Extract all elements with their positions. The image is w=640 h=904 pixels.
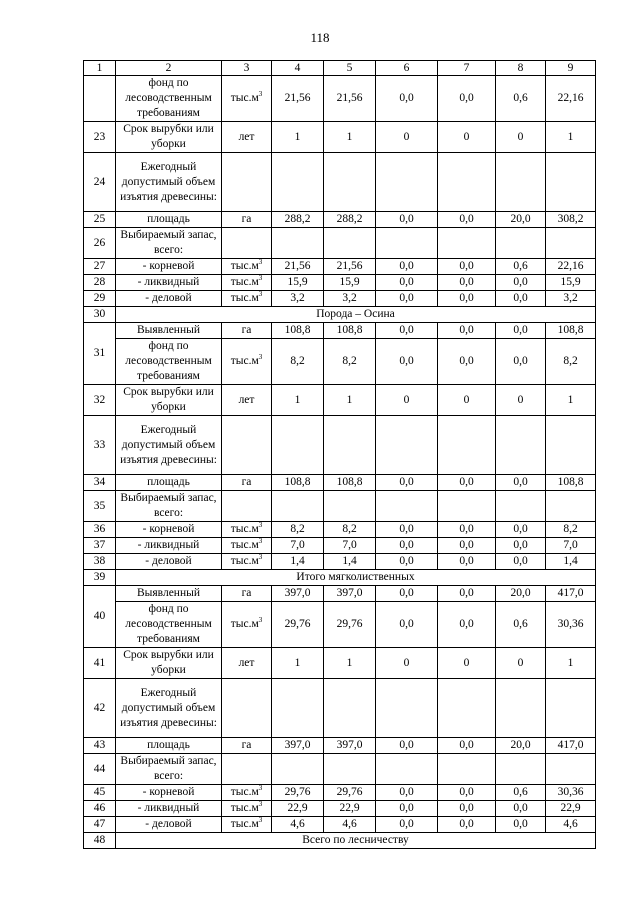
value-cell: 1 [272,648,324,679]
value-cell: 288,2 [272,212,324,228]
value-cell: 15,9 [546,275,596,291]
value-cell: 0,0 [496,801,546,817]
row-number-cell: 38 [84,554,116,570]
indicator-label-cell: Выбираемый запас, всего: [116,228,222,259]
row-number-cell: 31 [84,323,116,385]
page-number: 118 [310,30,330,45]
value-cell [496,228,546,259]
value-cell [546,679,596,738]
table-row [84,648,596,679]
value-cell: 22,9 [324,801,376,817]
value-cell [438,416,496,475]
value-cell: 0 [496,648,546,679]
value-cell: 0,0 [438,602,496,648]
unit-cell: га [222,586,272,602]
table-row [84,122,596,153]
unit-cell [222,228,272,259]
value-cell: 4,6 [546,817,596,833]
unit-cell: лет [222,385,272,416]
row-number-cell: 36 [84,522,116,538]
row-number-cell: 33 [84,416,116,475]
value-cell: 0,0 [376,586,438,602]
value-cell [376,416,438,475]
value-cell: 0,0 [438,817,496,833]
table-row [84,291,596,307]
row-number-cell: 46 [84,801,116,817]
value-cell: 0,0 [496,323,546,339]
value-cell [272,153,324,212]
row-number-cell: 25 [84,212,116,228]
row-number-cell: 29 [84,291,116,307]
value-cell: 0,0 [376,275,438,291]
section-title-cell: Порода – Осина [116,307,596,323]
row-number-cell: 45 [84,785,116,801]
value-cell [272,679,324,738]
value-cell: 4,6 [272,817,324,833]
value-cell: 0,0 [376,554,438,570]
column-number-cell: 8 [496,61,546,76]
unit-cell: $тыс.м^3$ [222,554,272,570]
row-number-cell: 37 [84,538,116,554]
value-cell: 0,0 [496,275,546,291]
value-cell: 20,0 [496,586,546,602]
value-cell [324,153,376,212]
value-cell: 0,6 [496,602,546,648]
unit-superscript: 3 [258,816,263,825]
row-number-cell: 48 [84,833,116,849]
value-cell: 8,2 [546,522,596,538]
unit-cell: $тыс.м^3$ [222,538,272,554]
indicator-label-cell: - корневой [116,259,222,275]
value-cell [376,228,438,259]
unit-cell [222,416,272,475]
value-cell: 8,2 [272,339,324,385]
indicator-label-cell: площадь [116,212,222,228]
value-cell: 0,0 [438,738,496,754]
value-cell: 0,0 [438,339,496,385]
indicator-label-cell: - корневой [116,785,222,801]
unit-cell: $тыс.м^3$ [222,291,272,307]
value-cell: 0,0 [496,817,546,833]
value-cell: 20,0 [496,738,546,754]
value-cell [376,153,438,212]
value-cell: 0,0 [438,323,496,339]
table-row [84,323,596,339]
table-row [84,817,596,833]
value-cell: 22,9 [546,801,596,817]
value-cell: 0,0 [496,554,546,570]
row-number-cell: 23 [84,122,116,153]
table-row [84,754,596,785]
value-cell [324,491,376,522]
value-cell [376,754,438,785]
indicator-label-cell: - деловой [116,554,222,570]
unit-superscript: 3 [258,616,263,625]
value-cell: 0,6 [496,259,546,275]
table-row [84,522,596,538]
value-cell [546,153,596,212]
unit-superscript: 3 [258,353,263,362]
value-cell: 108,8 [272,475,324,491]
value-cell: 1 [324,648,376,679]
unit-cell [222,153,272,212]
unit-cell: $тыс.м^3$ [222,602,272,648]
value-cell: 0,0 [376,339,438,385]
value-cell: 29,76 [324,785,376,801]
row-number-cell: 35 [84,491,116,522]
section-title-cell: Итого мягколиственных [116,570,596,586]
value-cell: 0,0 [438,538,496,554]
value-cell [376,679,438,738]
indicator-label-cell: площадь [116,738,222,754]
row-number-cell: 39 [84,570,116,586]
value-cell [376,491,438,522]
value-cell [496,679,546,738]
column-number-cell: 5 [324,61,376,76]
value-cell: 0,0 [376,259,438,275]
value-cell: 0,0 [376,801,438,817]
value-cell: 288,2 [324,212,376,228]
value-cell: 0,6 [496,785,546,801]
row-number-cell: 43 [84,738,116,754]
value-cell: 0,0 [438,259,496,275]
value-cell [272,491,324,522]
indicator-label-cell: фонд по лесоводственным требованиям [116,602,222,648]
value-cell [272,416,324,475]
unit-cell: $тыс.м^3$ [222,259,272,275]
table-row [84,586,596,602]
value-cell: 15,9 [272,275,324,291]
indicator-label-cell: Срок вырубки или уборки [116,385,222,416]
row-number-cell: 40 [84,586,116,648]
indicator-label-cell: - деловой [116,817,222,833]
table-row [84,475,596,491]
indicator-label-cell: Срок вырубки или уборки [116,648,222,679]
column-number-cell: 9 [546,61,596,76]
value-cell [496,153,546,212]
indicator-label-cell: Выявленный [116,586,222,602]
value-cell: 0,0 [438,275,496,291]
value-cell: 3,2 [272,291,324,307]
value-cell: 0 [496,385,546,416]
value-cell: 0,0 [496,538,546,554]
value-cell [546,491,596,522]
value-cell: 417,0 [546,586,596,602]
value-cell: 0,0 [438,554,496,570]
value-cell: 0 [496,122,546,153]
column-number-cell: 3 [222,61,272,76]
value-cell: 29,76 [324,602,376,648]
indicator-label-cell: Срок вырубки или уборки [116,122,222,153]
row-number-cell: 30 [84,307,116,323]
section-row [84,833,596,849]
value-cell: 108,8 [546,323,596,339]
column-number-cell: 7 [438,61,496,76]
unit-superscript: 3 [258,290,263,299]
value-cell: 22,9 [272,801,324,817]
value-cell: 0,0 [438,586,496,602]
value-cell [438,228,496,259]
indicator-label-cell: Ежегодный допустимый объем изъятия древесины: [116,416,222,475]
unit-cell: $тыс.м^3$ [222,339,272,385]
value-cell: 1,4 [546,554,596,570]
row-number-cell: 26 [84,228,116,259]
value-cell [324,228,376,259]
value-cell: 15,9 [324,275,376,291]
value-cell: 1 [324,385,376,416]
value-cell: 21,56 [324,259,376,275]
value-cell: 0,0 [376,291,438,307]
indicator-label-cell: - ликвидный [116,275,222,291]
unit-cell: лет [222,648,272,679]
value-cell: 0 [376,122,438,153]
table-row [84,153,596,212]
table-row [84,491,596,522]
row-number-cell: 42 [84,679,116,738]
unit-superscript: 3 [258,258,263,267]
value-cell: 0 [376,648,438,679]
value-cell: 0,0 [496,291,546,307]
value-cell: 29,76 [272,602,324,648]
value-cell: 22,16 [546,259,596,275]
value-cell: 0 [376,385,438,416]
value-cell: 0,0 [438,785,496,801]
section-row [84,570,596,586]
unit-cell: га [222,475,272,491]
value-cell: 0,6 [496,76,546,122]
value-cell: 1,4 [324,554,376,570]
indicator-label-cell: фонд по лесоводственным требованиям [116,76,222,122]
table-row [84,416,596,475]
value-cell [496,754,546,785]
value-cell: 0,0 [438,801,496,817]
table-row [84,259,596,275]
value-cell: 108,8 [324,323,376,339]
value-cell: 0,0 [496,475,546,491]
unit-cell: га [222,212,272,228]
unit-superscript: 3 [258,800,263,809]
value-cell: 0,0 [376,538,438,554]
value-cell: 0,0 [496,522,546,538]
unit-cell: $тыс.м^3$ [222,817,272,833]
value-cell: 0,0 [376,602,438,648]
value-cell: 30,36 [546,785,596,801]
value-cell: 1 [546,122,596,153]
value-cell: 1 [324,122,376,153]
indicator-label-cell: - деловой [116,291,222,307]
value-cell [546,228,596,259]
value-cell: 30,36 [546,602,596,648]
table-row [84,538,596,554]
value-cell: 0,0 [438,291,496,307]
value-cell: 0 [438,385,496,416]
row-number-cell: 47 [84,817,116,833]
value-cell: 0,0 [496,339,546,385]
row-number-cell: 27 [84,259,116,275]
unit-cell: $тыс.м^3$ [222,76,272,122]
table-body [84,61,596,849]
indicator-label-cell: Ежегодный допустимый объем изъятия древесины: [116,679,222,738]
value-cell: 3,2 [324,291,376,307]
value-cell: 108,8 [324,475,376,491]
row-number-cell: 34 [84,475,116,491]
value-cell: 397,0 [272,738,324,754]
value-cell: 0,0 [438,475,496,491]
table-row [84,554,596,570]
value-cell [496,491,546,522]
value-cell [496,416,546,475]
indicator-label-cell: Ежегодный допустимый объем изъятия древесины: [116,153,222,212]
section-title-cell: Всего по лесничеству [116,833,596,849]
value-cell [546,754,596,785]
value-cell [272,754,324,785]
column-number-cell: 2 [116,61,222,76]
value-cell: 397,0 [324,586,376,602]
value-cell: 4,6 [324,817,376,833]
table-row [84,679,596,738]
value-cell: 0,0 [376,817,438,833]
value-cell: 0,0 [376,738,438,754]
value-cell: 1,4 [272,554,324,570]
value-cell [324,679,376,738]
row-number-cell: 24 [84,153,116,212]
value-cell [438,679,496,738]
unit-cell: $тыс.м^3$ [222,785,272,801]
column-number-cell: 4 [272,61,324,76]
unit-superscript: 3 [258,553,263,562]
value-cell: 0,0 [376,212,438,228]
value-cell [324,416,376,475]
value-cell: 22,16 [546,76,596,122]
unit-cell: $тыс.м^3$ [222,801,272,817]
value-cell: 1 [546,648,596,679]
value-cell: 0,0 [376,475,438,491]
table-row [84,212,596,228]
value-cell: 21,56 [272,259,324,275]
value-cell: 21,56 [272,76,324,122]
value-cell: 7,0 [272,538,324,554]
indicator-label-cell: - ликвидный [116,801,222,817]
forest-fund-table [83,60,596,849]
indicator-label-cell: - корневой [116,522,222,538]
unit-cell [222,679,272,738]
value-cell: 0,0 [376,323,438,339]
value-cell: 0,0 [376,785,438,801]
unit-superscript: 3 [258,521,263,530]
table-row [84,385,596,416]
value-cell: 7,0 [324,538,376,554]
value-cell [438,754,496,785]
value-cell: 0 [438,648,496,679]
indicator-label-cell: - ликвидный [116,538,222,554]
value-cell: 29,76 [272,785,324,801]
row-number-cell [84,76,116,122]
value-cell: 417,0 [546,738,596,754]
value-cell: 3,2 [546,291,596,307]
value-cell: 1 [546,385,596,416]
value-cell: 7,0 [546,538,596,554]
unit-cell [222,754,272,785]
value-cell: 0,0 [438,212,496,228]
table-row [84,801,596,817]
value-cell: 0,0 [438,522,496,538]
value-cell [272,228,324,259]
value-cell: 1 [272,122,324,153]
value-cell [324,754,376,785]
unit-superscript: 3 [258,274,263,283]
unit-cell [222,491,272,522]
value-cell [438,491,496,522]
value-cell: 108,8 [272,323,324,339]
indicator-label-cell: Выбираемый запас, всего: [116,754,222,785]
value-cell [438,153,496,212]
table-row [84,76,596,122]
table-row [84,228,596,259]
table-row [84,339,596,385]
column-number-cell: 1 [84,61,116,76]
column-number-cell: 6 [376,61,438,76]
unit-cell: га [222,323,272,339]
indicator-label-cell: фонд по лесоводственным требованиям [116,339,222,385]
table-row [84,602,596,648]
row-number-cell: 32 [84,385,116,416]
header-row [84,61,596,76]
value-cell: 8,2 [546,339,596,385]
value-cell [546,416,596,475]
unit-superscript: 3 [258,537,263,546]
value-cell: 8,2 [324,339,376,385]
value-cell: 21,56 [324,76,376,122]
table-row [84,785,596,801]
indicator-label-cell: Выявленный [116,323,222,339]
value-cell: 397,0 [272,586,324,602]
table-row [84,738,596,754]
value-cell: 0,0 [438,76,496,122]
value-cell: 108,8 [546,475,596,491]
row-number-cell: 28 [84,275,116,291]
value-cell: 1 [272,385,324,416]
value-cell: 8,2 [324,522,376,538]
unit-cell: га [222,738,272,754]
section-row [84,307,596,323]
value-cell: 397,0 [324,738,376,754]
unit-cell: лет [222,122,272,153]
indicator-label-cell: площадь [116,475,222,491]
unit-superscript: 3 [258,90,263,99]
value-cell: 8,2 [272,522,324,538]
unit-superscript: 3 [258,784,263,793]
value-cell: 0 [438,122,496,153]
value-cell: 308,2 [546,212,596,228]
value-cell: 0,0 [376,522,438,538]
indicator-label-cell: Выбираемый запас, всего: [116,491,222,522]
unit-cell: $тыс.м^3$ [222,522,272,538]
value-cell: 20,0 [496,212,546,228]
unit-cell: $тыс.м^3$ [222,275,272,291]
row-number-cell: 44 [84,754,116,785]
value-cell: 0,0 [376,76,438,122]
row-number-cell: 41 [84,648,116,679]
table-row [84,275,596,291]
